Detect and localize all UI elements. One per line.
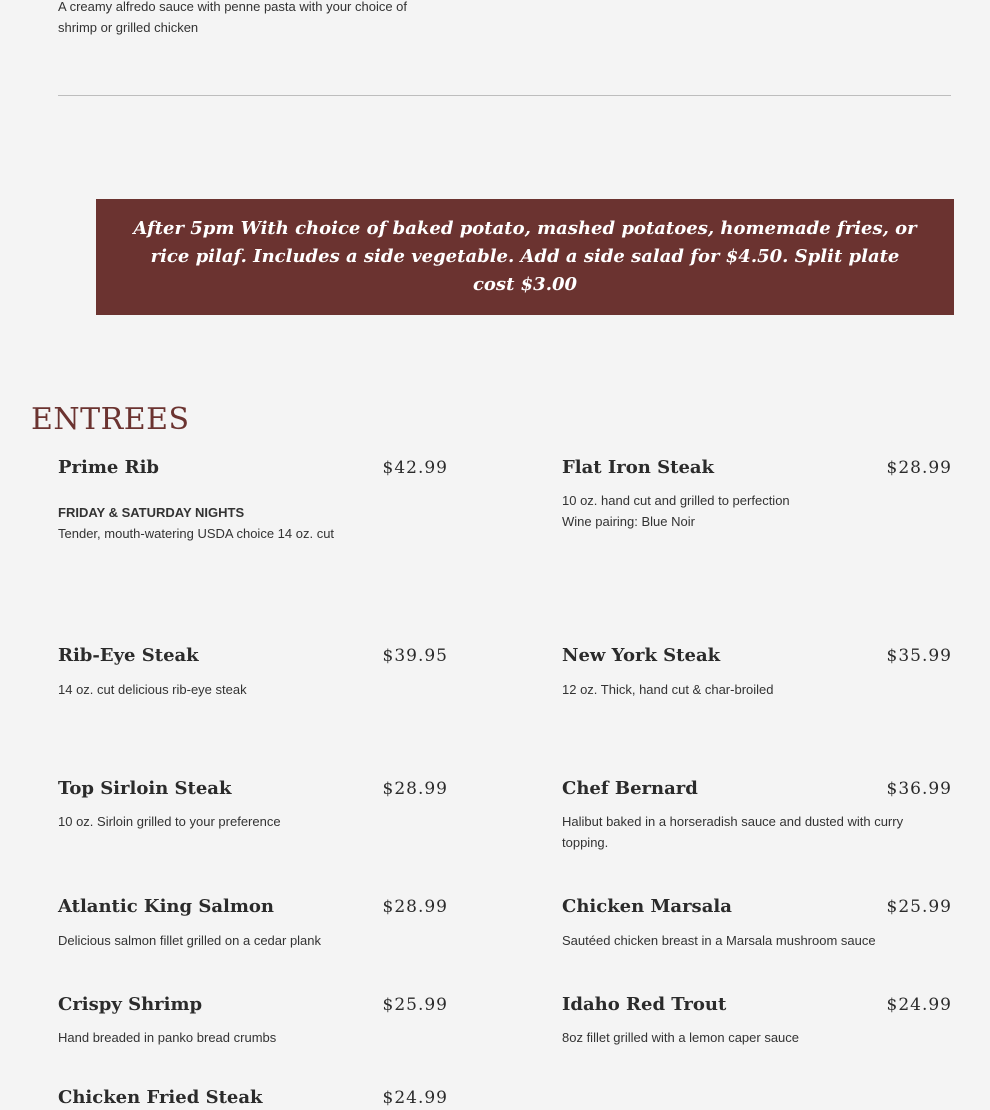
item-note: FRIDAY & SATURDAY NIGHTS — [58, 505, 245, 520]
item-description: Halibut baked in a horseradish sauce and dusted with curry topping. — [562, 814, 904, 850]
item-name: Chicken Fried Steak — [58, 1087, 263, 1108]
section-title-entrees: ENTREES — [31, 402, 190, 437]
item-price: $25.99 — [886, 897, 952, 917]
item-description: 10 oz. Sirloin grilled to your preference — [58, 814, 281, 829]
section-divider — [58, 95, 951, 96]
item-description: 14 oz. cut delicious rib-eye steak — [58, 682, 247, 697]
item-description: Tender, mouth-watering USDA choice 14 oz. cut — [58, 526, 335, 541]
item-name: Prime Rib — [58, 457, 160, 478]
item-description: 12 oz. Thick, hand cut & char-broiled — [562, 682, 774, 697]
item-price: $39.95 — [382, 646, 448, 666]
item-price: $25.99 — [382, 995, 448, 1015]
item-body — [562, 490, 952, 532]
item-price: $35.99 — [886, 646, 952, 666]
item-name: Chicken Marsala — [562, 896, 732, 917]
item-price: $36.99 — [886, 779, 952, 799]
item-price: $24.99 — [382, 1088, 448, 1108]
item-description: 10 oz. hand cut and grilled to perfection — [562, 493, 790, 508]
item-name: Idaho Red Trout — [562, 994, 727, 1015]
item-price: $28.99 — [886, 458, 952, 478]
item-wine-pairing: Wine pairing: Blue Noir — [562, 514, 695, 529]
item-name: Flat Iron Steak — [562, 457, 715, 478]
item-price: $42.99 — [382, 458, 448, 478]
item-description: Hand breaded in panko bread crumbs — [58, 1030, 277, 1045]
item-body — [58, 488, 448, 544]
item-price: $24.99 — [886, 995, 952, 1015]
item-price: $28.99 — [382, 779, 448, 799]
top-item-description: A creamy alfredo sauce with penne pasta with your choice of shrimp or grilled chicken — [58, 0, 408, 35]
item-name: Atlantic King Salmon — [58, 896, 274, 917]
item-name: Top Sirloin Steak — [58, 778, 232, 799]
item-description: 8oz fillet grilled with a lemon caper sauce — [562, 1030, 800, 1045]
item-name: New York Steak — [562, 645, 721, 666]
item-description: Delicious salmon fillet grilled on a cedar plank — [58, 933, 322, 948]
sides-info-banner — [96, 199, 954, 315]
item-name: Rib-Eye Steak — [58, 645, 199, 666]
banner-text: After 5pm With choice of baked potato, mashed potatoes, homemade fries, or rice pilaf. Includes a side vegetable. Add a side salad for $4.50. Split plate cost $3.00 — [133, 218, 917, 295]
item-description: Sautéed chicken breast in a Marsala mushroom sauce — [562, 933, 876, 948]
item-price: $28.99 — [382, 897, 448, 917]
item-name: Chef Bernard — [562, 778, 698, 799]
item-name: Crispy Shrimp — [58, 994, 203, 1015]
